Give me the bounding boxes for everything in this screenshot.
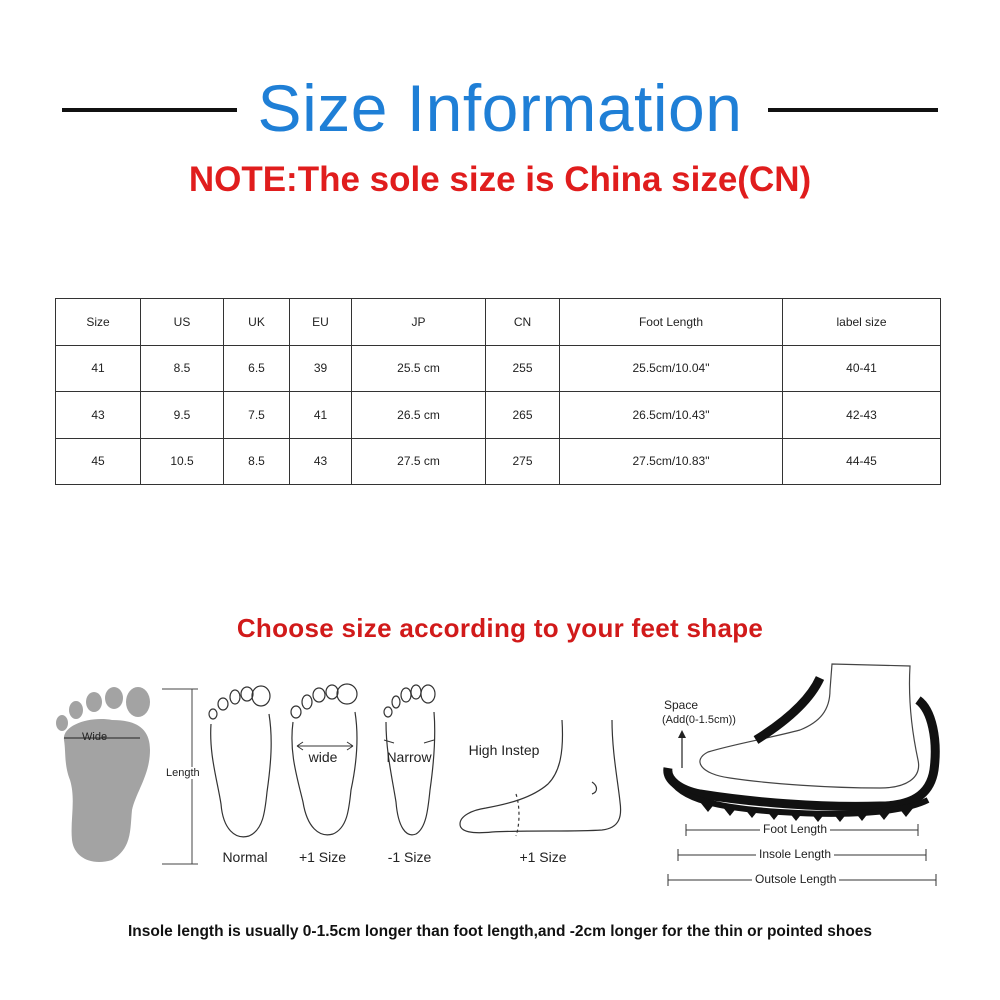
table-row	[56, 345, 941, 392]
table-cell: 7.5	[224, 392, 290, 439]
table-cell: 265	[486, 392, 560, 439]
size-note: NOTE:The sole size is China size(CN)	[188, 160, 812, 199]
table-cell: 6.5	[224, 345, 290, 392]
table-cell: 42-43	[783, 392, 941, 439]
high-instep-label: High Instep	[468, 742, 540, 758]
table-cell: 39	[290, 345, 352, 392]
table-cell: 45	[56, 438, 141, 485]
table-cell: 43	[290, 438, 352, 485]
table-cell: 44-45	[783, 438, 941, 485]
table-row	[56, 438, 941, 485]
length-label: Length	[166, 767, 200, 779]
wide-label: Wide	[82, 731, 108, 743]
outsole-length-label: Outsole Length	[752, 872, 839, 886]
space-sub-label: (Add(0-1.5cm))	[662, 714, 736, 726]
table-header-cell: EU	[290, 299, 352, 346]
size-table	[55, 298, 941, 485]
high-instep-illustration	[452, 712, 632, 852]
page-title-text: Size Information	[252, 71, 749, 145]
table-cell: 255	[486, 345, 560, 392]
table-cell: 27.5 cm	[352, 438, 486, 485]
table-cell: 25.5cm/10.04"	[560, 345, 783, 392]
normal-caption: Normal	[222, 849, 268, 865]
table-header-cell: UK	[224, 299, 290, 346]
footprint-icon	[56, 687, 150, 862]
normal-foot-outline	[205, 684, 277, 844]
foot-length-label: Foot Length	[760, 822, 830, 836]
table-cell: 9.5	[141, 392, 224, 439]
wide-caption: +1 Size	[298, 849, 347, 865]
table-cell: 41	[56, 345, 141, 392]
space-label: Space	[664, 698, 699, 712]
table-cell: 43	[56, 392, 141, 439]
table-header-cell: label size	[783, 299, 941, 346]
page-title	[0, 68, 1000, 148]
wide-shape-inner-label: wide	[308, 749, 338, 765]
insole-length-label: Insole Length	[756, 847, 834, 861]
insole-note: Insole length is usually 0-1.5cm longer than foot length,and -2cm longer for the thin or pointed shoes	[127, 923, 873, 940]
narrow-caption: -1 Size	[387, 849, 432, 865]
table-cell: 41	[290, 392, 352, 439]
table-cell: 26.5 cm	[352, 392, 486, 439]
table-header-cell: Size	[56, 299, 141, 346]
table-header-cell: CN	[486, 299, 560, 346]
table-cell: 25.5 cm	[352, 345, 486, 392]
table-header-cell: US	[141, 299, 224, 346]
table-header-cell: JP	[352, 299, 486, 346]
table-cell: 275	[486, 438, 560, 485]
high-instep-caption: +1 Size	[519, 849, 567, 865]
narrow-shape-inner-label: Narrow	[386, 749, 432, 765]
guide-title: Choose size according to your feet shape	[236, 613, 764, 643]
table-row	[56, 392, 941, 439]
table-header-row	[56, 299, 941, 346]
table-cell: 10.5	[141, 438, 224, 485]
table-cell: 8.5	[224, 438, 290, 485]
table-cell: 27.5cm/10.83"	[560, 438, 783, 485]
table-cell: 40-41	[783, 345, 941, 392]
table-header-cell: Foot Length	[560, 299, 783, 346]
table-cell: 26.5cm/10.43"	[560, 392, 783, 439]
table-cell: 8.5	[141, 345, 224, 392]
